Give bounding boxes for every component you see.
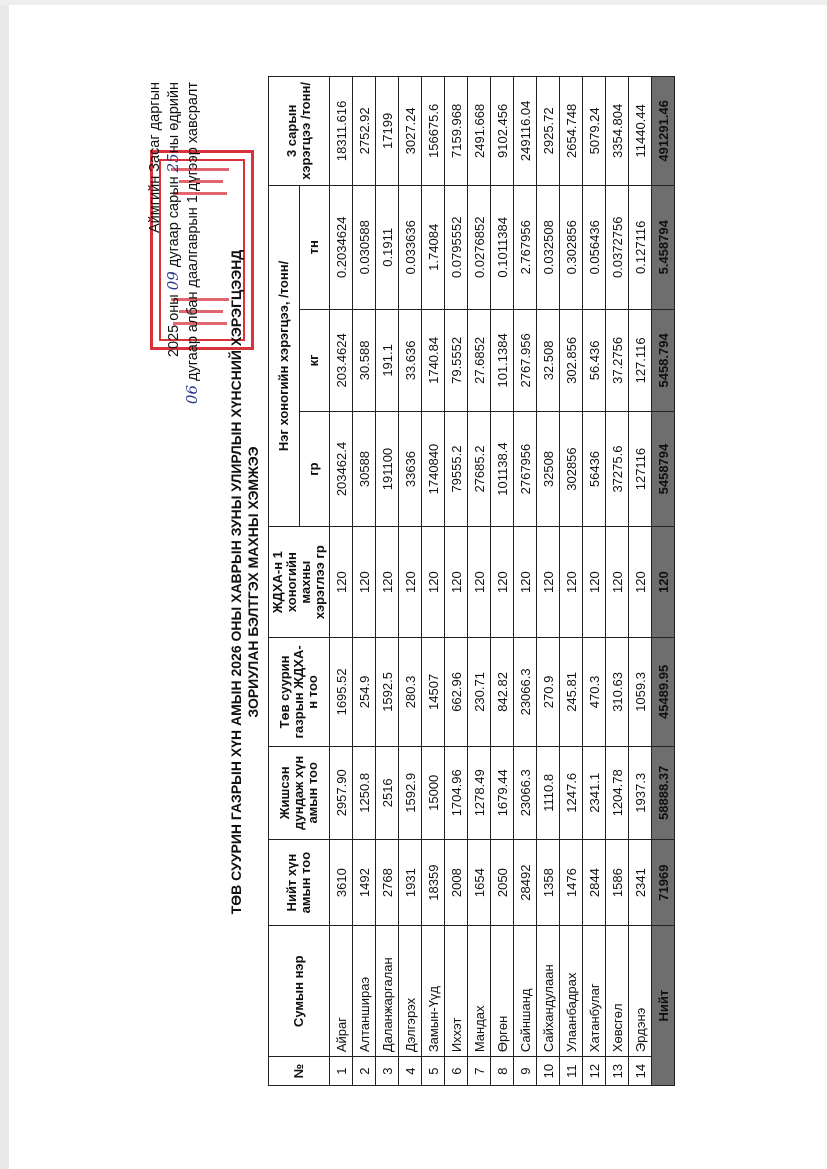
table-row (537, 77, 560, 1086)
cell-three-month: 2654.748 (560, 77, 583, 186)
cell-three-month: 11440.44 (629, 77, 652, 186)
title-line-1: ТӨВ СУУРИН ГАЗРЫН ХҮН АМЫН 2026 ОНЫ ХАВРЫН ЗУНЫ УЛИРЛЫН ХҮНСНИЙ ХЭРЭГЦЭЭНД (228, 249, 244, 915)
total-population: 71969 (652, 839, 675, 925)
cell-population: 1358 (537, 839, 560, 925)
cell-gr: 101138.4 (491, 411, 514, 526)
table-row (445, 77, 468, 1086)
cell-no: 3 (376, 1057, 399, 1086)
cell-three-month: 7159.968 (445, 77, 468, 186)
cell-kg: 56.436 (583, 309, 606, 411)
header-daily-need: ЖДХА-н 1 хоногийн махны хэрэглээ гр (269, 527, 330, 638)
cell-kg: 203.4624 (330, 309, 353, 411)
approval-line-2 (164, 82, 183, 412)
cell-gr: 30588 (353, 411, 376, 526)
cell-center: 1059.3 (629, 638, 652, 747)
cell-population: 2768 (376, 839, 399, 925)
table-body (330, 77, 675, 1086)
cell-three-month: 17199 (376, 77, 399, 186)
table-row (606, 77, 629, 1086)
cell-avg: 1278.49 (468, 746, 491, 839)
approval-month-label: дугаар сарын (166, 176, 182, 268)
cell-name: Алтаншираэ (353, 926, 376, 1057)
cell-center: 470.3 (583, 638, 606, 747)
cell-center: 230.71 (468, 638, 491, 747)
cell-no: 6 (445, 1057, 468, 1086)
table-row (399, 77, 422, 1086)
cell-no: 9 (514, 1057, 537, 1086)
cell-daily: 120 (491, 527, 514, 638)
header-avg-population: Жишсэн дундаж хүн амын тоо (269, 746, 330, 839)
cell-name: Даланжаргалан (376, 926, 399, 1057)
cell-kg: 79.5552 (445, 309, 468, 411)
table-row (560, 77, 583, 1086)
cell-kg: 302.856 (560, 309, 583, 411)
cell-daily: 120 (445, 527, 468, 638)
cell-gr: 1740840 (422, 411, 445, 526)
cell-population: 3610 (330, 839, 353, 925)
cell-no: 2 (353, 1057, 376, 1086)
cell-population: 28492 (514, 839, 537, 925)
cell-three-month: 5079.24 (583, 77, 606, 186)
cell-tn: 2.767956 (514, 185, 537, 309)
header-soum-name: Сумын нэр (269, 926, 330, 1057)
cell-no: 11 (560, 1057, 583, 1086)
cell-gr: 127116 (629, 411, 652, 526)
cell-center: 23066.3 (514, 638, 537, 747)
cell-center: 254.9 (353, 638, 376, 747)
approval-month-handwritten: 09 (164, 271, 182, 291)
cell-avg: 15000 (422, 746, 445, 839)
cell-no: 10 (537, 1057, 560, 1086)
cell-no: 4 (399, 1057, 422, 1086)
cell-no: 1 (330, 1057, 353, 1086)
cell-population: 2008 (445, 839, 468, 925)
cell-avg: 23066.3 (514, 746, 537, 839)
cell-name: Дэлгэрэх (399, 926, 422, 1057)
approval-year: 2025 оны (166, 294, 182, 358)
header-population: Нийт хүн амын тоо (269, 839, 330, 925)
cell-tn: 0.030588 (353, 185, 376, 309)
total-center: 45489.95 (652, 638, 675, 747)
cell-tn: 0.056436 (583, 185, 606, 309)
cell-daily: 120 (330, 527, 353, 638)
header-no: № (269, 1057, 330, 1086)
cell-three-month: 2752.92 (353, 77, 376, 186)
cell-daily: 120 (422, 527, 445, 638)
cell-center: 1695.52 (330, 638, 353, 747)
cell-three-month: 2491.668 (468, 77, 491, 186)
title-line-2: ЗОРИУЛАН БЭЛТГЭХ МАХНЫ ХЭМЖЭЭ (245, 446, 261, 718)
header-daily-group: Нэг хоногийн хэрэгцээ, /тонн/ (269, 185, 300, 526)
cell-gr: 33636 (399, 411, 422, 526)
document-title (228, 122, 262, 1042)
cell-center: 842.82 (491, 638, 514, 747)
total-daily: 120 (652, 527, 675, 638)
header-three-month: 3 сарын хэрэгцээ /тонн/ (269, 77, 330, 186)
approval-order-text: дугаар албан даалгаврын 1 дүгээр хавсралт (185, 82, 201, 381)
header-center-jdxa: Төв суурин газрын ЖДХА-н тоо (269, 638, 330, 747)
approval-line-3 (183, 82, 202, 412)
cell-avg: 2341.1 (583, 746, 606, 839)
cell-gr: 191100 (376, 411, 399, 526)
cell-name: Хөвсгөл (606, 926, 629, 1057)
cell-no: 5 (422, 1057, 445, 1086)
cell-avg: 1250.8 (353, 746, 376, 839)
cell-tn: 1.74084 (422, 185, 445, 309)
cell-population: 1586 (606, 839, 629, 925)
cell-tn: 0.0795552 (445, 185, 468, 309)
total-three-month: 491291.46 (652, 77, 675, 186)
cell-center: 245.81 (560, 638, 583, 747)
scan-edge-top (0, 0, 827, 5)
cell-gr: 79555.2 (445, 411, 468, 526)
cell-daily: 120 (583, 527, 606, 638)
scan-edge-left (0, 0, 9, 1169)
cell-tn: 0.033636 (399, 185, 422, 309)
cell-name: Хатанбулаг (583, 926, 606, 1057)
cell-tn: 0.302856 (560, 185, 583, 309)
cell-avg: 1247.6 (560, 746, 583, 839)
cell-daily: 120 (376, 527, 399, 638)
cell-kg: 30.588 (353, 309, 376, 411)
table-row (514, 77, 537, 1086)
cell-gr: 302856 (560, 411, 583, 526)
total-label: Нийт (652, 926, 675, 1086)
table-row (353, 77, 376, 1086)
total-kg: 5458.794 (652, 309, 675, 411)
cell-three-month: 9102.456 (491, 77, 514, 186)
cell-avg: 1204.78 (606, 746, 629, 839)
cell-three-month: 3354.804 (606, 77, 629, 186)
cell-three-month: 156675.6 (422, 77, 445, 186)
cell-avg: 2957.90 (330, 746, 353, 839)
approval-day-label: ны өдрийн (166, 82, 182, 154)
cell-daily: 120 (606, 527, 629, 638)
cell-avg: 1110.8 (537, 746, 560, 839)
cell-kg: 33.636 (399, 309, 422, 411)
cell-population: 2844 (583, 839, 606, 925)
total-gr: 5458794 (652, 411, 675, 526)
cell-no: 13 (606, 1057, 629, 1086)
cell-name: Мандах (468, 926, 491, 1057)
rotated-document (140, 62, 680, 1102)
cell-population: 1492 (353, 839, 376, 925)
table-row (468, 77, 491, 1086)
meat-need-table (268, 76, 675, 1086)
cell-daily: 120 (399, 527, 422, 638)
approval-block (146, 82, 202, 412)
cell-kg: 32.508 (537, 309, 560, 411)
cell-name: Иххэт (445, 926, 468, 1057)
cell-center: 270.9 (537, 638, 560, 747)
cell-name: Эрдэнэ (629, 926, 652, 1057)
cell-avg: 1592.9 (399, 746, 422, 839)
cell-name: Өргөн (491, 926, 514, 1057)
approval-line-1: Аймгийн Засаг даргын (147, 82, 163, 234)
table-row (629, 77, 652, 1086)
table-row (376, 77, 399, 1086)
header-kg: кг (299, 309, 330, 411)
table-row (422, 77, 445, 1086)
cell-gr: 32508 (537, 411, 560, 526)
cell-gr: 56436 (583, 411, 606, 526)
table-row (491, 77, 514, 1086)
cell-center: 662.96 (445, 638, 468, 747)
cell-no: 8 (491, 1057, 514, 1086)
cell-population: 2341 (629, 839, 652, 925)
header-tn: тн (299, 185, 330, 309)
cell-population: 1931 (399, 839, 422, 925)
table-row (583, 77, 606, 1086)
cell-daily: 120 (629, 527, 652, 638)
cell-no: 12 (583, 1057, 606, 1086)
cell-kg: 37.2756 (606, 309, 629, 411)
table-row (330, 77, 353, 1086)
cell-avg: 1679.44 (491, 746, 514, 839)
cell-name: Сайншанд (514, 926, 537, 1057)
cell-name: Замын-Үүд (422, 926, 445, 1057)
cell-center: 310.63 (606, 638, 629, 747)
cell-daily: 120 (560, 527, 583, 638)
cell-daily: 120 (514, 527, 537, 638)
cell-gr: 27685.2 (468, 411, 491, 526)
cell-gr: 37275.6 (606, 411, 629, 526)
cell-population: 18359 (422, 839, 445, 925)
cell-avg: 1704.96 (445, 746, 468, 839)
cell-kg: 1740.84 (422, 309, 445, 411)
cell-tn: 0.0372756 (606, 185, 629, 309)
table-header-row-1 (269, 77, 300, 1086)
cell-name: Сайхандулаан (537, 926, 560, 1057)
cell-population: 1654 (468, 839, 491, 925)
cell-no: 14 (629, 1057, 652, 1086)
cell-daily: 120 (468, 527, 491, 638)
cell-kg: 127.116 (629, 309, 652, 411)
cell-tn: 0.1911 (376, 185, 399, 309)
cell-avg: 2516 (376, 746, 399, 839)
approval-order-number-handwritten: 06 (183, 385, 201, 405)
cell-name: Улаанбадрах (560, 926, 583, 1057)
approval-day-handwritten: 25 (164, 153, 182, 173)
cell-name: Айраг (330, 926, 353, 1057)
cell-three-month: 18311.616 (330, 77, 353, 186)
cell-center: 280.3 (399, 638, 422, 747)
cell-gr: 2767956 (514, 411, 537, 526)
cell-center: 14507 (422, 638, 445, 747)
cell-tn: 0.1011384 (491, 185, 514, 309)
cell-three-month: 249116.04 (514, 77, 537, 186)
cell-population: 1476 (560, 839, 583, 925)
cell-tn: 0.2034624 (330, 185, 353, 309)
table-total-row (652, 77, 675, 1086)
cell-center: 1592.5 (376, 638, 399, 747)
total-tn: 5.458794 (652, 185, 675, 309)
cell-tn: 0.0276852 (468, 185, 491, 309)
total-avg: 58888.37 (652, 746, 675, 839)
cell-gr: 203462.4 (330, 411, 353, 526)
cell-three-month: 2925.72 (537, 77, 560, 186)
cell-no: 7 (468, 1057, 491, 1086)
cell-tn: 0.032508 (537, 185, 560, 309)
cell-avg: 1937.3 (629, 746, 652, 839)
cell-population: 2050 (491, 839, 514, 925)
cell-kg: 2767.956 (514, 309, 537, 411)
cell-tn: 0.127116 (629, 185, 652, 309)
cell-kg: 191.1 (376, 309, 399, 411)
cell-three-month: 3027.24 (399, 77, 422, 186)
cell-daily: 120 (537, 527, 560, 638)
cell-kg: 27.6852 (468, 309, 491, 411)
cell-kg: 101.1384 (491, 309, 514, 411)
cell-daily: 120 (353, 527, 376, 638)
header-gr: гр (299, 411, 330, 526)
